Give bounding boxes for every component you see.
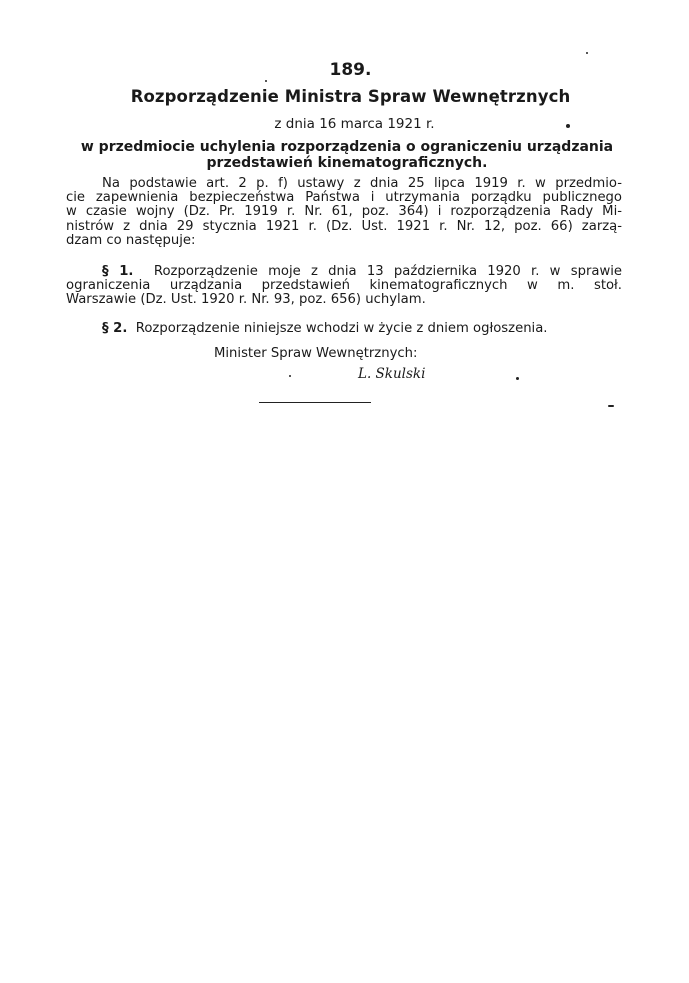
section-1-line: ograniczenia urządzania przedstawień kinematograficznych w m. stoł.	[66, 278, 622, 294]
subject-line: w przedmiocie uchylenia rozporządzenia o ograniczeniu urządzania	[80, 139, 614, 155]
scan-speck	[608, 405, 614, 407]
signature: L. Skulski	[358, 366, 426, 382]
scan-speck	[265, 80, 267, 82]
section-2-mark: § 2.	[102, 321, 128, 336]
closing-rule	[259, 402, 371, 403]
document-subject	[68, 139, 626, 171]
scan-speck	[566, 124, 570, 128]
preamble-line: w czasie wojny (Dz. Pr. 1919 r. Nr. 61, poz. 364) i rozporządzenia Rady Mi-	[66, 204, 622, 220]
preamble-line: Na podstawie art. 2 p. f) ustawy z dnia 25 lipca 1919 r. w przedmio-	[102, 176, 622, 191]
section-1-line: Warszawie (Dz. Ust. 1920 r. Nr. 93, poz. 656) uchylam.	[66, 292, 426, 308]
act-number: 189.	[329, 60, 372, 80]
preamble-line: cie zapewnienia bezpieczeństwa Państwa i utrzymania porządku publicznego	[66, 190, 622, 206]
section-1	[66, 265, 622, 308]
section-2-line	[66, 322, 622, 336]
section-1-line: Rozporządzenie moje z dnia 13 października 1920 r. w sprawie	[153, 264, 623, 279]
document-date: z dnia 16 marca 1921 r.	[274, 116, 435, 132]
scan-speck	[516, 377, 519, 380]
preamble-line: dzam co następuje:	[66, 232, 196, 248]
section-1-mark: § 1.	[102, 264, 134, 279]
document-title: Rozporządzenie Ministra Spraw Wewnętrznych	[130, 87, 571, 106]
scan-speck	[289, 375, 291, 377]
section-2-text: Rozporządzenie niniejsze wchodzi w życie z dniem ogłoszenia.	[135, 321, 548, 336]
scan-speck	[586, 52, 588, 54]
preamble-paragraph	[66, 177, 622, 248]
preamble-line: nistrów z dnia 29 stycznia 1921 r. (Dz. Ust. 1921 r. Nr. 12, poz. 66) zarzą-	[66, 218, 622, 234]
section-2	[66, 322, 622, 336]
subject-line: przedstawień kinematograficznych.	[206, 155, 488, 171]
signer-title: Minister Spraw Wewnętrznych:	[214, 346, 418, 361]
